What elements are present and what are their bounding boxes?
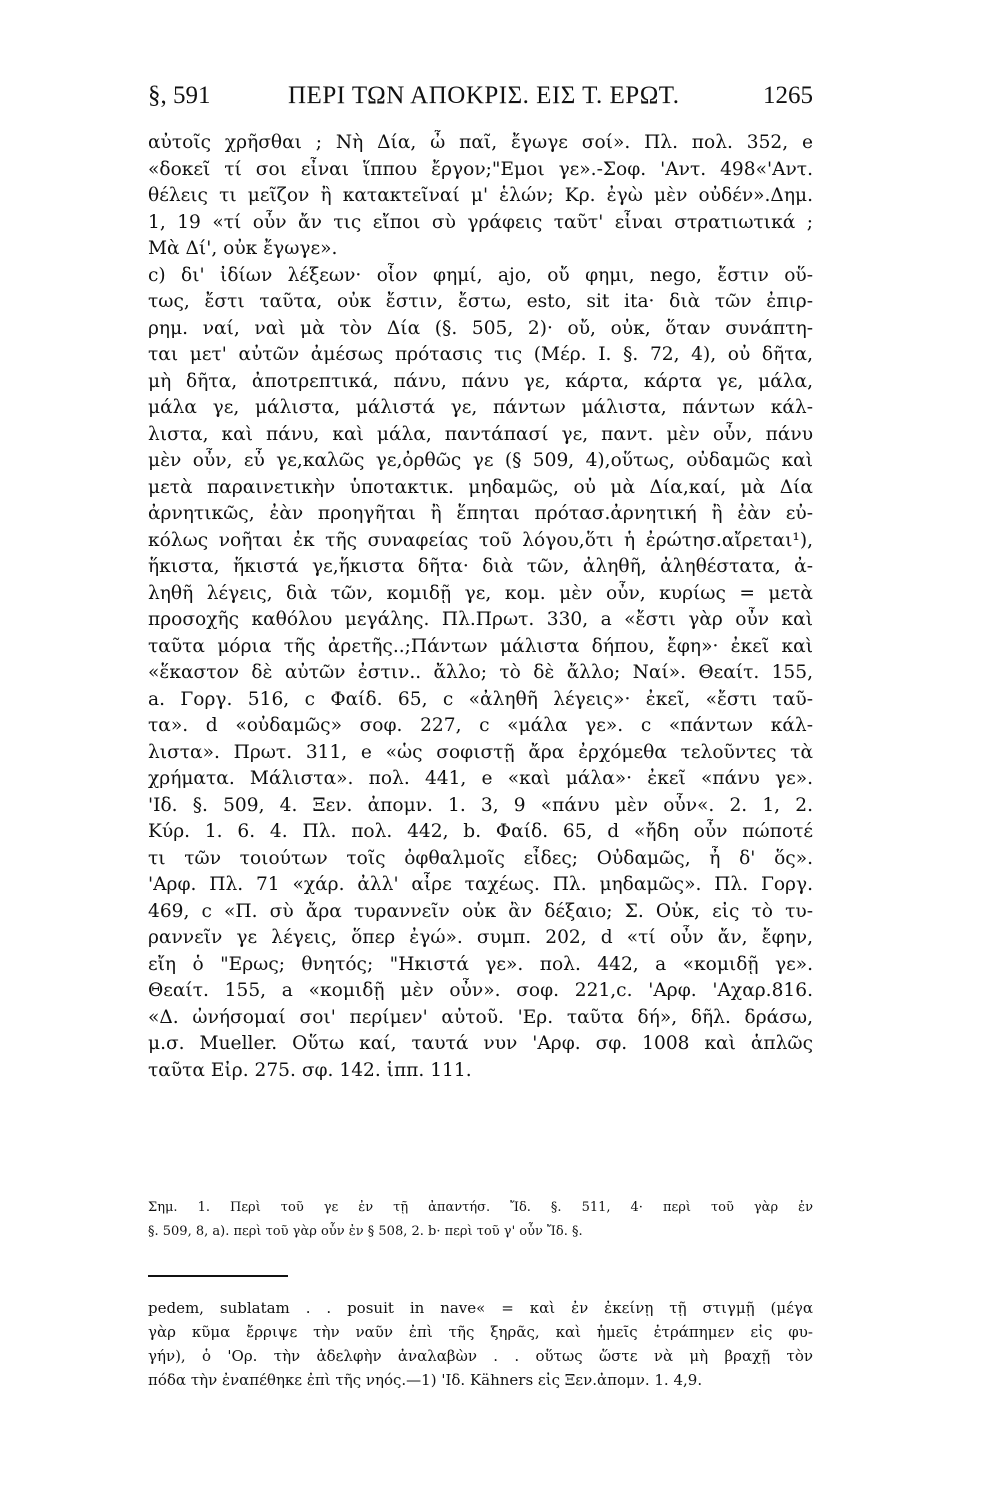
footnote-line: γὰρ κῦμα ἔρριψε τὴν ναῦν ἐπὶ τῆς ξηρᾶς, καὶ ἡμεῖς ἐτράπημεν εἰς φυ- xyxy=(148,1323,813,1341)
text-line: c) δι' ἰδίων λέξεων· οἷον φημί, ajo, οὔ φημι, nego, ἔστιν οὕ- xyxy=(148,264,813,286)
text-line: 469, c «Π. σὺ ἄρα τυραννεῖν οὐκ ἂν δέξαιο; Σ. Οὐκ, εἰς τὸ τυ- xyxy=(148,900,813,922)
text-line: λιστα». Πρωτ. 311, e «ὡς σοφιστῇ ἄρα ἐρχόμεθα τελοῦντες τὰ xyxy=(148,741,813,763)
text-line: «ἕκαστον δὲ αὐτῶν ἐστιν.. ἄλλο; τὸ δὲ ἄλλο; Ναί». Θεαίτ. 155, xyxy=(148,662,813,683)
text-line: μάλα γε, μάλιστα, μάλιστά γε, πάντων μάλιστα, πάντων κάλ- xyxy=(148,397,813,418)
footnote-divider xyxy=(148,1275,288,1277)
text-line: Μὰ Δί', οὐκ ἔγωγε». xyxy=(148,238,338,259)
text-line: μετὰ παραινετικὴν ὑποτακτικ. μηδαμῶς, οὐ μὰ Δία,καί, μὰ Δία xyxy=(148,476,813,498)
text-line: μὴ δῆτα, ἀποτρεπτικά, πάνυ, πάνυ γε, κάρτα, κάρτα γε, μάλα, xyxy=(148,370,813,392)
footnote-text xyxy=(148,1296,813,1392)
text-line: μὲν οὖν, εὖ γε,καλῶς γε,ὀρθῶς γε (§ 509, 4),οὕτως, οὐδαμῶς καὶ xyxy=(148,450,813,471)
text-line: τα». d «οὐδαμῶς» σοφ. 227, c «μάλα γε». c «πάντων κάλ- xyxy=(148,715,813,736)
text-line: «Δ. ὠνήσομαί σοι' περίμεν' αὐτοῦ. 'Ερ. ταῦτα δή», δῆλ. δράσω, xyxy=(148,1006,813,1028)
text-line: 1, 19 «τί οὖν ἄν τις εἴποι σὺ γράφεις ταῦτ' εἶναι στρατιωτικά ; xyxy=(148,211,813,233)
running-title: ΠΕΡΙ ΤΩΝ ΑΠΟΚΡΙΣ. ΕΙΣ Τ. ΕΡΩΤ. xyxy=(288,82,680,109)
remark-note xyxy=(148,1196,813,1244)
text-line: προσοχῆς καθόλου μεγάλης. Πλ.Πρωτ. 330, a «ἔστι γὰρ οὖν καὶ xyxy=(148,609,813,630)
footnote-line: pedem, sublatam . . posuit in nave« = καὶ ἐν ἐκείνῃ τῇ στιγμῇ (μέγα xyxy=(148,1299,813,1317)
page-number: 1265 xyxy=(763,82,813,109)
text-line: ραννεῖν γε λέγεις, ὅπερ ἐγώ». συμπ. 202, d «τί οὖν ἄν, ἔφην, xyxy=(148,927,813,948)
text-line: εἴη ὁ "Ερως; θνητός; "Ηκιστά γε». πολ. 442, a «κομιδῇ γε». xyxy=(148,953,813,975)
text-line: ται μετ' αὐτῶν ἀμέσως πρότασις τις (Μέρ. Ι. §. 72, 4), οὐ δῆτα, xyxy=(148,344,813,365)
text-line: μ.σ. Mueller. Οὕτω καί, ταυτά νυν 'Αρφ. σφ. 1008 καὶ ἁπλῶς xyxy=(148,1033,813,1054)
text-line: a. Γοργ. 516, c Φαίδ. 65, c «ἀληθῆ λέγεις»· ἐκεῖ, «ἔστι ταῦ- xyxy=(148,688,813,710)
text-line: Κύρ. 1. 6. 4. Πλ. πολ. 442, b. Φαίδ. 65, d «ἤδη οὖν πώποτέ xyxy=(148,821,813,842)
note-line: Σημ. 1. Περὶ τοῦ γε ἐν τῇ ἀπαντήσ. Ἴδ. §. 511, 4· περὶ τοῦ γὰρ ἐν xyxy=(148,1200,813,1215)
footnote-line: γήν), ὁ 'Ορ. τὴν ἀδελφὴν ἀναλαβὼν . . οὕτως ὥστε νὰ μὴ βραχῇ τὸν xyxy=(148,1347,813,1365)
text-line: κόλως νοῆται ἐκ τῆς συναφείας τοῦ λόγου,ὅτι ἡ ἐρώτησ.αἴρεται¹), xyxy=(148,529,813,551)
note-line: §. 509, 8, a). περὶ τοῦ γὰρ οὖν ἐν § 508, 2. b· περὶ τοῦ γ' οὖν Ἴδ. §. xyxy=(148,1224,583,1239)
section-number: §, 591 xyxy=(148,82,211,109)
text-line: λιστα, καὶ πάνυ, καὶ μάλα, παντάπασί γε, παντ. μὲν οὖν, πάνυ xyxy=(148,423,813,445)
text-line: Θεαίτ. 155, a «κομιδῇ μὲν οὖν». σοφ. 221,c. 'Αρφ. 'Αχαρ.816. xyxy=(148,980,813,1001)
text-line: ἀρνητικῶς, ἐὰν προηγῆται ἢ ἕπηται πρότασ.ἀρνητική ἢ ἐὰν εὐ- xyxy=(148,503,813,524)
running-header xyxy=(148,82,813,122)
footnote-line: πόδα τὴν ἐναπέθηκε ἐπὶ τῆς νηός.—1) 'Ιδ. Kähners εἰς Ξεν.ἀπομν. 1. 4,9. xyxy=(148,1371,703,1389)
text-line: θέλεις τι μεῖζον ἢ κατακτεῖναί μ' ἑλών; Κρ. ἐγὼ μὲν οὐδέν».Δημ. xyxy=(148,185,813,206)
text-line: ταῦτα μόρια τῆς ἀρετῆς..;Πάντων μάλιστα δήπου, ἔφη»· ἐκεῖ καὶ xyxy=(148,635,813,657)
text-line: τως, ἔστι ταῦτα, οὐκ ἔστιν, ἔστω, esto, sit ita· διὰ τῶν ἐπιρ- xyxy=(148,291,813,312)
text-line: ταῦτα Εἰρ. 275. σφ. 142. ἱππ. 111. xyxy=(148,1059,472,1081)
text-line: αὐτοῖς χρῆσθαι ; Νὴ Δία, ὦ παῖ, ἔγωγε σοί». Πλ. πολ. 352, e xyxy=(148,132,813,153)
text-line: ληθῆ λέγεις, διὰ τῶν, κομιδῇ γε, κομ. μὲν οὖν, κυρίως = μετὰ xyxy=(148,582,813,604)
text-line: 'Αρφ. Πλ. 71 «χάρ. ἀλλ' αἶρε ταχέως. Πλ. μηδαμῶς». Πλ. Γοργ. xyxy=(148,874,813,895)
text-line: «δοκεῖ τί σοι εἶναι ἵππου ἔργον;"Εμοι γε».-Σοφ. 'Αντ. 498«'Αντ. xyxy=(148,158,813,180)
text-line: 'Ιδ. §. 509, 4. Ξεν. ἀπομν. 1. 3, 9 «πάνυ μὲν οὖν«. 2. 1, 2. xyxy=(148,794,813,816)
text-line: ἥκιστα, ἥκιστά γε,ἥκιστα δῆτα· διὰ τῶν, ἀληθῆ, ἀληθέστατα, ἀ- xyxy=(148,556,813,577)
main-text xyxy=(148,130,813,1084)
text-line: χρήματα. Μάλιστα». πολ. 441, e «καὶ μάλα»· ἐκεῖ «πάνυ γε». xyxy=(148,768,813,789)
text-line: ρημ. ναί, ναὶ μὰ τὸν Δία (§. 505, 2)· οὔ, οὐκ, ὅταν συνάπτη- xyxy=(148,317,813,339)
text-line: τι τῶν τοιούτων τοῖς ὀφθαλμοῖς εἶδες; Οὐδαμῶς, ἦ δ' ὅς». xyxy=(148,847,813,869)
